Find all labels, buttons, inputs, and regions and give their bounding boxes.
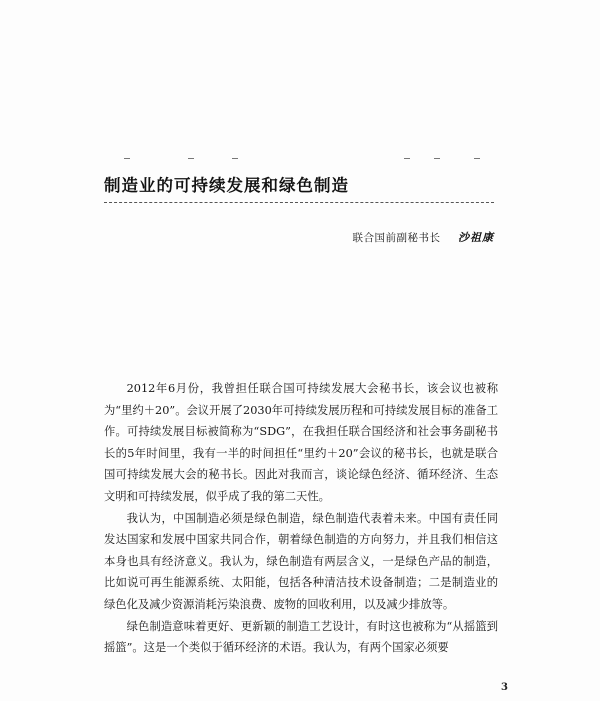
speck (404, 158, 410, 159)
author-name: 沙祖康 (458, 231, 494, 244)
page-number: 3 (501, 682, 508, 693)
speck (124, 158, 130, 159)
speck (188, 158, 194, 159)
body-paragraph: 绿色制造意味着更好、更新颖的制造工艺设计，有时这也被称为“从摇篮到摇篮”。这是一个类似于循环经济的术语。我认为，有两个国家必须要 (104, 619, 498, 655)
article-title: 制造业的可持续发展和绿色制造 (104, 176, 349, 195)
body-paragraph: 我认为，中国制造必须是绿色制造，绿色制造代表着未来。中国有责任同发达国家和发展中国家共同合作，朝着绿色制造的方向努力，并且我们相信这本身也具有经济意义。我认为，绿色制造有两层含义，一是绿色产品的制造，比如说可再生能源系统、太阳能，包括各种清洁技术设备制造；二是制造业的绿色化及减少资源消耗污染浪费、废物的回收利用，以及减少排放等。 (104, 511, 498, 611)
speck (474, 158, 480, 159)
header-specks (104, 158, 494, 162)
article-body (104, 378, 498, 659)
body-paragraph: 2012年6月份，我曾担任联合国可持续发展大会秘书长，该会议也被称为“里约＋20”。会议开展了2030年可持续发展历程和可持续发展目标的准备工作。可持续发展目标被简称为“SDG”，在我担任联合国经济和社会事务副秘书长的5年时间里，我有一半的时间担任“里约＋20”会议的秘书长，也就是联合国可持续发展大会的秘书长。因此对我而言，谈论绿色经济、循环经济、生态文明和可持续发展，似乎成了我的第二天性。 (104, 382, 498, 503)
title-divider (104, 202, 494, 203)
speck (434, 158, 440, 159)
speck (232, 158, 238, 159)
author-line (353, 229, 495, 245)
author-role: 联合国前副秘书长 (352, 232, 441, 244)
